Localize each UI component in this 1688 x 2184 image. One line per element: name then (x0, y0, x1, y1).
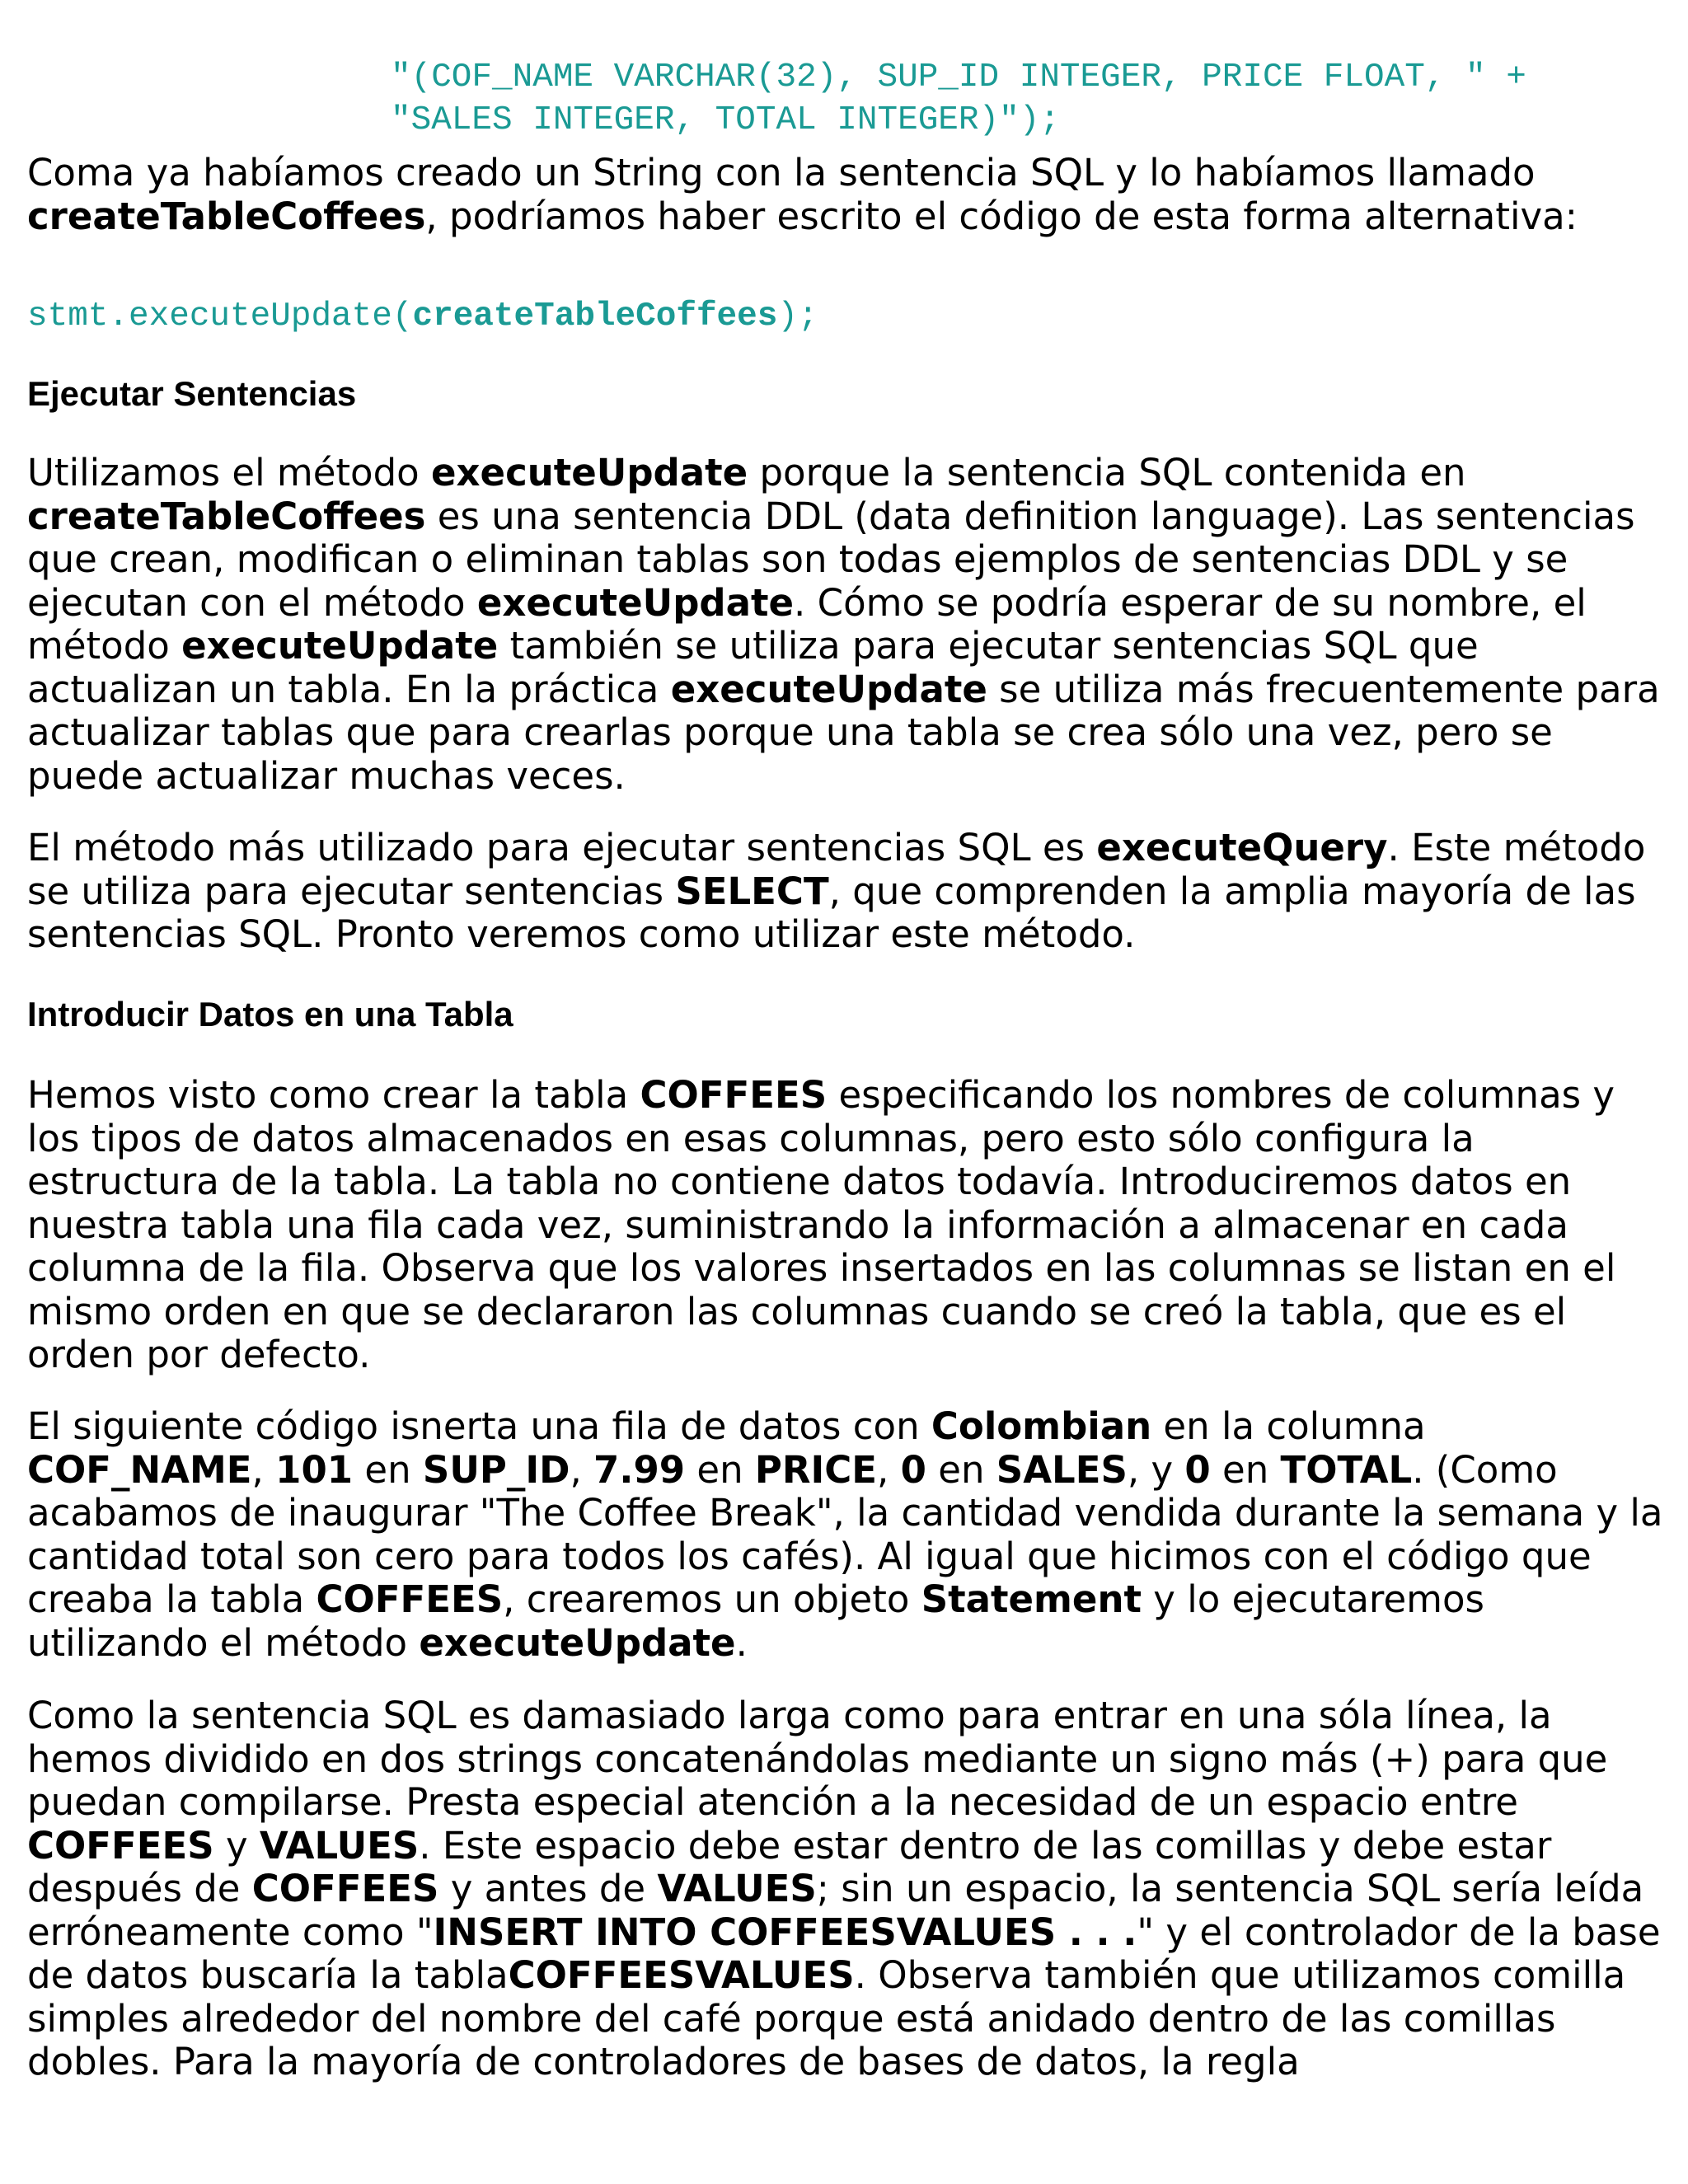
bold-term: COFFEES (27, 1823, 214, 1868)
bold-term: 0 (1184, 1447, 1211, 1492)
bold-term: COFFEES (316, 1577, 504, 1621)
bold-term: executeUpdate (476, 580, 795, 625)
paragraph: Hemos visto como crear la tabla COFFEES especificando los nombres de columnas y los tipos de datos almacenados en esas columnas, pero esto sólo configura la estructura de la tabla. La tabla no contiene datos todavía. Introduciremos datos en nuestra tabla una fila cada vez, suministrando la información a almacenar en cada columna de la fila. Observa que los valores insertados en las columnas se listan en el mismo orden en que se declararon las columnas cuando se creó la tabla, que es el orden por defecto. (27, 1073, 1616, 1376)
bold-term: executeUpdate (419, 1620, 736, 1665)
code-block-execute-update: stmt.executeUpdate(createTableCoffees); (27, 298, 818, 335)
paragraph: El siguiente código isnerta una fila de datos con Colombian en la columna COF_NAME, 101 en SUP_ID, 7.99 en PRICE, 0 en SALES, y 0 en TOTAL. (Como acabamos de inaugurar "The Coffee Break", la cantidad vendida durante la semana y la cantidad total son cero para todos los cafés). Al igual que hicimos con el código que creaba la tabla COFFEES, crearemos un objeto Statement y lo ejecutaremos utilizando el método executeUpdate. (27, 1404, 1663, 1665)
paragraph: Como la sentencia SQL es damasiado larga como para entrar en una sóla línea, la hemos dividido en dos strings concatenándolas mediante un signo más (+) para que puedan compilarse. Presta especial atención a la necesidad de un espacio entre COFFEES y VALUES. Este espacio debe estar dentro de las comillas y debe estar después de COFFEES y antes de VALUES; sin un espacio, la sentencia SQL sería leída erróneamente como "INSERT INTO COFFEESVALUES . . ." y el controlador de la base de datos buscaría la tablaCOFFEESVALUES. Observa también que utilizamos comilla simples alrededor del nombre del café porque está anidado dentro de las comillas dobles. Para la mayoría de controladores de bases de datos, la regla (27, 1694, 1661, 2083)
bold-term: COFFEESVALUES (508, 1953, 855, 1997)
bold-term: createTableCoffees (27, 194, 426, 238)
bold-term: executeQuery (1096, 826, 1388, 869)
bold-term: 0 (900, 1447, 926, 1492)
bold-term: COF_NAME (27, 1447, 252, 1492)
section-heading: Ejecutar Sentencias (27, 374, 357, 413)
code-line: "SALES INTEGER, TOTAL INTEGER)"); (391, 101, 1060, 139)
bold-term: executeUpdate (181, 624, 499, 668)
bold-term: createTableCoffees (27, 494, 426, 538)
intro-paragraph: Coma ya habíamos creado un String con la sentencia SQL y lo habíamos llamado createTableCoffees, podríamos haber escrito el código de esta forma alternativa: (27, 151, 1578, 238)
bold-term: Colombian (931, 1404, 1152, 1448)
bold-term: 101 (275, 1447, 354, 1492)
code-block-create-table (391, 56, 1526, 142)
bold-term: SELECT (675, 869, 829, 913)
bold-term: VALUES (657, 1867, 817, 1910)
section-heading: Introducir Datos en una Tabla (27, 995, 513, 1033)
bold-term: COFFEES (640, 1073, 828, 1117)
bold-term: SALES (996, 1447, 1128, 1492)
bold-term: SUP_ID (422, 1447, 570, 1492)
bold-term: VALUES (259, 1823, 420, 1868)
paragraph: Utilizamos el método executeUpdate porque la sentencia SQL contenida en createTableCoffees es una sentencia DDL (data definition language). Las sentencias que crean, modifican o eliminan tablas son todas ejemplos de sentencias DDL y se ejecutan con el método executeUpdate. Cómo se podría esperar de su nombre, el método executeUpdate también se utiliza para ejecutar sentencias SQL que actualizan un tabla. En la práctica executeUpdate se utiliza más frecuentemente para actualizar tablas que para crearlas porque una tabla se crea sólo una vez, pero se puede actualizar muchas veces. (27, 451, 1660, 798)
code-arg: createTableCoffees (412, 298, 778, 335)
paragraph: El método más utilizado para ejecutar sentencias SQL es executeQuery. Este método se utiliza para ejecutar sentencias SELECT, que comprenden la amplia mayoría de las sentencias SQL. Pronto veremos como utilizar este método. (27, 826, 1646, 956)
bold-term: 7.99 (593, 1447, 686, 1492)
bold-term: PRICE (754, 1447, 878, 1492)
bold-term: executeUpdate (670, 667, 987, 711)
bold-term: executeUpdate (431, 451, 748, 494)
bold-term: TOTAL (1280, 1447, 1413, 1492)
bold-term: COFFEES (251, 1867, 439, 1910)
code-line: "(COF_NAME VARCHAR(32), SUP_ID INTEGER, PRICE FLOAT, " + (391, 59, 1526, 96)
bold-term: INSERT INTO COFFEESVALUES . . . (433, 1910, 1137, 1954)
bold-term: Statement (921, 1577, 1142, 1621)
